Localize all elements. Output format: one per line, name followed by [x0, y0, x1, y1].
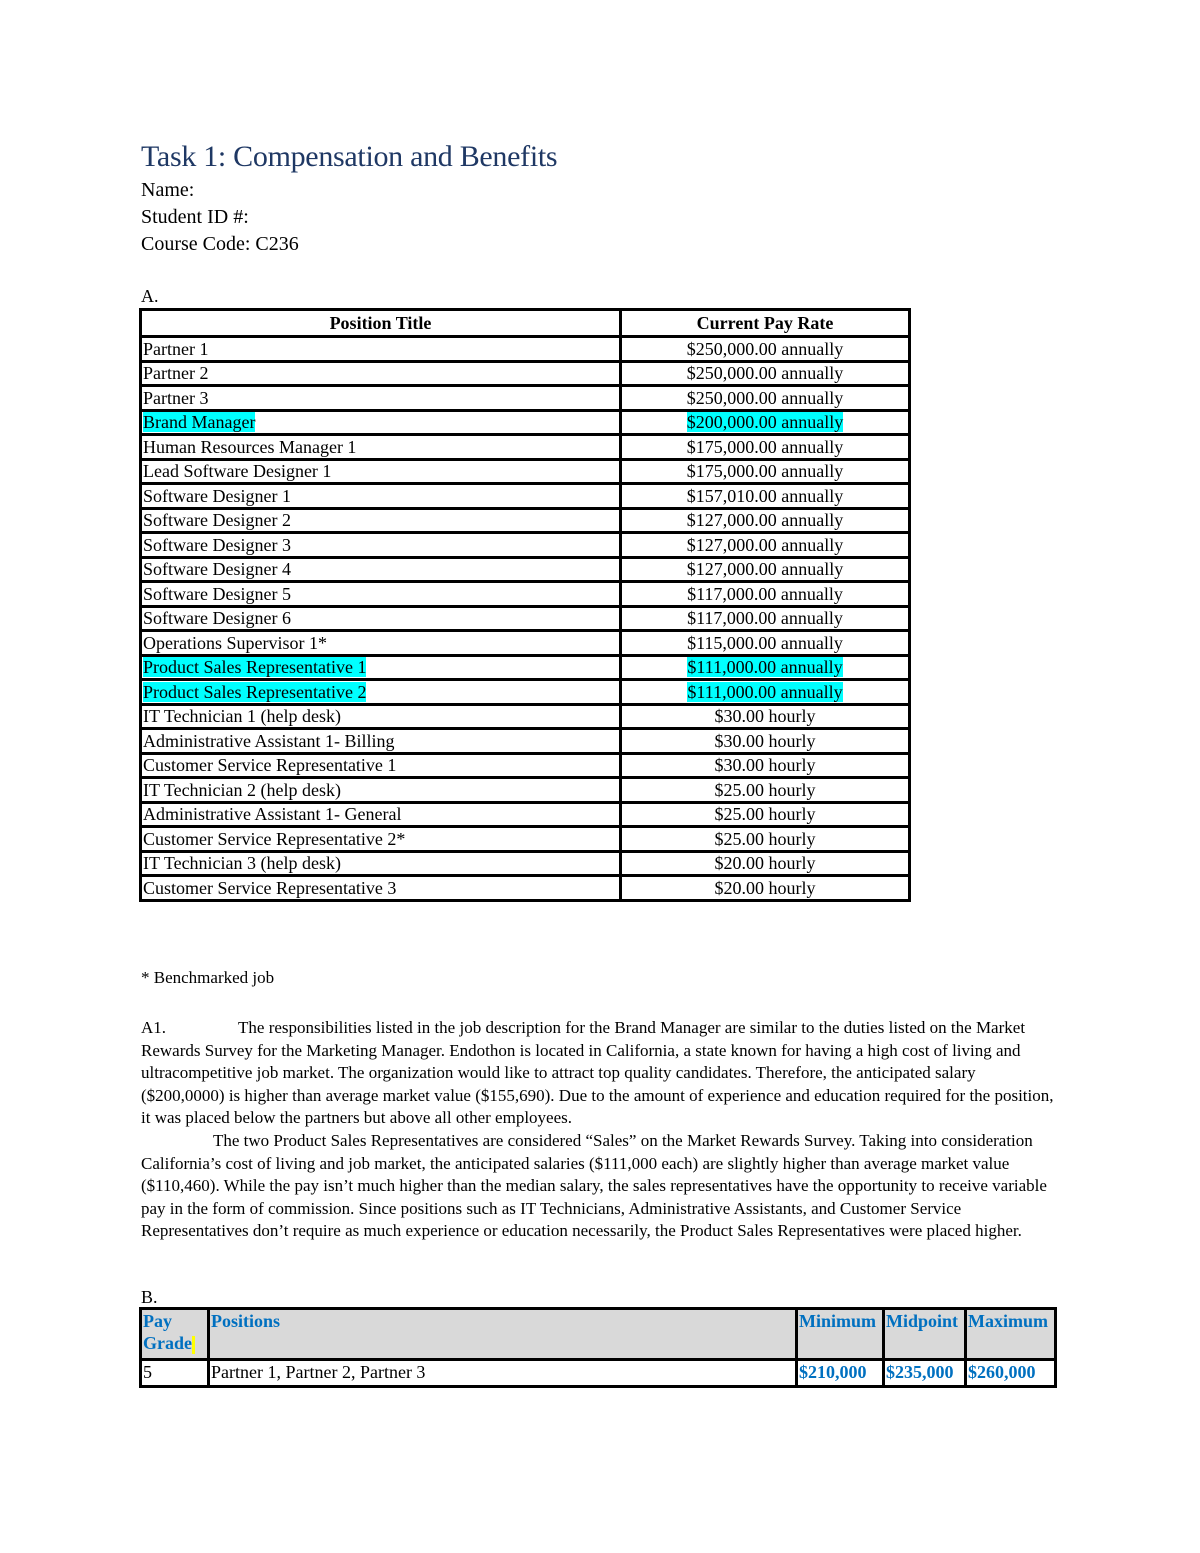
table-row	[141, 508, 910, 533]
pay-rate-cell: $111,000.00 annually	[621, 655, 910, 680]
column-header-current-pay-rate: Current Pay Rate	[621, 310, 910, 337]
table-row	[141, 802, 910, 827]
table-row	[141, 337, 910, 362]
position-title-cell: Software Designer 4	[141, 557, 621, 582]
table-row	[141, 631, 910, 656]
table-row	[141, 459, 910, 484]
table-row	[141, 606, 910, 631]
column-header-maximum: Maximum	[966, 1309, 1056, 1360]
pay-rate-cell: $25.00 hourly	[621, 802, 910, 827]
table-row	[141, 851, 910, 876]
section-b-label: B.	[141, 1287, 158, 1307]
pay-rate-cell: $200,000.00 annually	[621, 410, 910, 435]
position-title-cell: Partner 3	[141, 386, 621, 411]
position-title-cell: Administrative Assistant 1- Billing	[141, 729, 621, 754]
table-row	[141, 778, 910, 803]
a1-text-1: The responsibilities listed in the job description for the Brand Manager are similar to the duties listed on the Market Rewards Survey for the Marketing Manager. Endothon is located in California, a state known for having a high cost of living and ultracompetitive job market. The organization would like to attract top quality candidates. Therefore, the anticipated salary ($200,0000) is higher than average market value ($155,690). Due to the amount of experience and education required for the position, it was placed below the partners but above all other employees.	[141, 1018, 1054, 1128]
pay-rate-cell: $115,000.00 annually	[621, 631, 910, 656]
table-row	[141, 582, 910, 607]
benchmark-footnote: * Benchmarked job	[141, 968, 275, 987]
pay-rate-cell: $30.00 hourly	[621, 753, 910, 778]
column-header-position-title: Position Title	[141, 310, 621, 337]
pay-rate-cell: $250,000.00 annually	[621, 386, 910, 411]
position-title-cell: Software Designer 6	[141, 606, 621, 631]
minimum-cell: $210,000	[797, 1360, 884, 1387]
pay-rate-cell: $175,000.00 annually	[621, 435, 910, 460]
maximum-cell: $260,000	[966, 1360, 1056, 1387]
table-row	[141, 361, 910, 386]
table-row	[141, 876, 910, 901]
section-a-label: A.	[141, 286, 159, 306]
pay-grade-table	[139, 1307, 1057, 1388]
pay-rate-cell: $127,000.00 annually	[621, 557, 910, 582]
pay-rate-cell: $127,000.00 annually	[621, 508, 910, 533]
position-title-cell: IT Technician 2 (help desk)	[141, 778, 621, 803]
table-row	[141, 655, 910, 680]
a1-paragraph-2: The two Product Sales Representatives are considered “Sales” on the Market Rewards Survey. Taking into consideration California’s cost of living and job market, the anticipated salaries ($111,000 each) are slightly higher than average market value ($110,460). While the pay isn’t much higher than the median salary, the sales representatives have the opportunity to receive variable pay in the form of commission. Since positions such as IT Technicians, Administrative Assistants, and Customer Service Representatives don’t require as much experience or education necessarily, the Product Sales Representatives were placed higher.	[141, 1131, 1047, 1241]
table-row	[141, 680, 910, 705]
table-row	[141, 1360, 1056, 1387]
position-title-cell: Product Sales Representative 2	[141, 680, 621, 705]
pay-rate-cell: $175,000.00 annually	[621, 459, 910, 484]
a1-label: A1.	[141, 1018, 167, 1037]
table-row	[141, 410, 910, 435]
position-title-cell: Human Resources Manager 1	[141, 435, 621, 460]
position-title-cell: Software Designer 3	[141, 533, 621, 558]
pay-rate-cell: $250,000.00 annually	[621, 337, 910, 362]
table-row	[141, 484, 910, 509]
position-title-cell: IT Technician 3 (help desk)	[141, 851, 621, 876]
position-title-cell: Brand Manager	[141, 410, 621, 435]
pay-rate-cell: $117,000.00 annually	[621, 606, 910, 631]
name-label: Name:	[141, 179, 195, 201]
positions-cell: Partner 1, Partner 2, Partner 3	[209, 1360, 797, 1387]
table-row	[141, 533, 910, 558]
pay-rate-cell: $250,000.00 annually	[621, 361, 910, 386]
text-cursor	[192, 1336, 195, 1354]
table-row	[141, 827, 910, 852]
pay-rate-cell: $25.00 hourly	[621, 827, 910, 852]
a1-paragraph-1	[141, 1017, 1061, 1130]
pay-rate-cell: $25.00 hourly	[621, 778, 910, 803]
column-header-pay-grade: Pay Grade	[141, 1309, 209, 1360]
table-row	[141, 386, 910, 411]
position-title-cell: Administrative Assistant 1- General	[141, 802, 621, 827]
position-title-cell: Software Designer 1	[141, 484, 621, 509]
document-title: Task 1: Compensation and Benefits	[141, 140, 558, 173]
pay-rate-cell: $20.00 hourly	[621, 851, 910, 876]
position-title-cell: Software Designer 5	[141, 582, 621, 607]
position-title-cell: IT Technician 1 (help desk)	[141, 704, 621, 729]
position-title-cell: Lead Software Designer 1	[141, 459, 621, 484]
column-header-positions: Positions	[209, 1309, 797, 1360]
pay-rate-cell: $30.00 hourly	[621, 729, 910, 754]
table-row	[141, 753, 910, 778]
table-row	[141, 704, 910, 729]
pay-rate-cell: $30.00 hourly	[621, 704, 910, 729]
pay-grade-header-row	[141, 1309, 1056, 1360]
position-title-cell: Product Sales Representative 1	[141, 655, 621, 680]
midpoint-cell: $235,000	[884, 1360, 966, 1387]
position-title-cell: Customer Service Representative 3	[141, 876, 621, 901]
table-row	[141, 557, 910, 582]
position-title-cell: Operations Supervisor 1*	[141, 631, 621, 656]
table-row	[141, 435, 910, 460]
position-title-cell: Partner 2	[141, 361, 621, 386]
pay-rate-cell: $111,000.00 annually	[621, 680, 910, 705]
position-title-cell: Software Designer 2	[141, 508, 621, 533]
pay-rate-cell: $157,010.00 annually	[621, 484, 910, 509]
pay-rate-cell: $20.00 hourly	[621, 876, 910, 901]
column-header-minimum: Minimum	[797, 1309, 884, 1360]
column-header-midpoint: Midpoint	[884, 1309, 966, 1360]
pay-rate-cell: $127,000.00 annually	[621, 533, 910, 558]
student-id-label: Student ID #:	[141, 206, 249, 228]
pay-rate-cell: $117,000.00 annually	[621, 582, 910, 607]
pay-rate-table	[139, 308, 911, 902]
position-title-cell: Customer Service Representative 1	[141, 753, 621, 778]
table-row	[141, 729, 910, 754]
table-header-row	[141, 310, 910, 337]
position-title-cell: Customer Service Representative 2*	[141, 827, 621, 852]
course-code: Course Code: C236	[141, 233, 299, 255]
pay-grade-cell: 5	[141, 1360, 209, 1387]
position-title-cell: Partner 1	[141, 337, 621, 362]
